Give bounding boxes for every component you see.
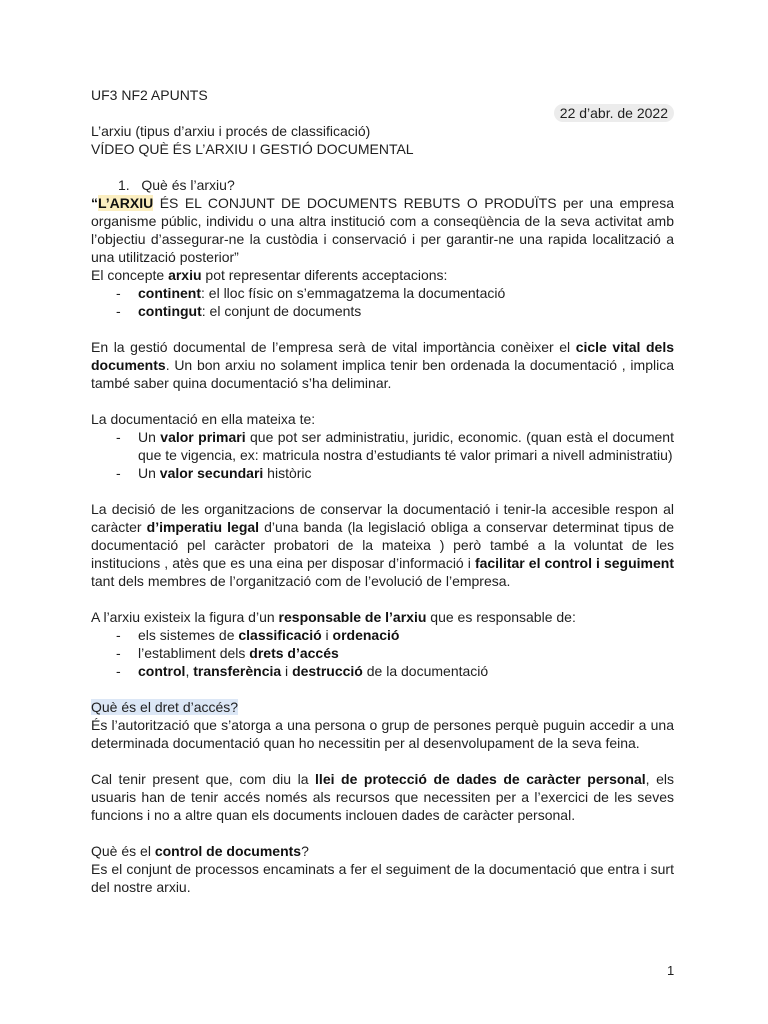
item-bold: valor primari (160, 429, 246, 445)
open-quote: “ (91, 195, 98, 211)
list-item (91, 428, 674, 464)
dash-bullet: - (116, 645, 121, 661)
paragraph-llei (91, 770, 674, 824)
dash-bullet: - (116, 303, 121, 319)
text-a: La decisió de les organitzacions de conservar la documentació i tenir-la accesible respon al caràcter (91, 501, 674, 535)
page-number: 1 (667, 963, 675, 978)
text-bold: llei de protecció de dades de caràcter personal (315, 771, 646, 787)
text-e: tant dels membres de l’organització com de l’evolució de l’empresa. (91, 573, 511, 589)
question-text: Què és l’arxiu? (141, 177, 235, 193)
paragraph-gestio (91, 338, 674, 392)
paragraph-dret: És l’autorització que s’atorga a una persona o grup de persones perquè puguin accedir a una determinada documentació quan ho necessitin per al desenvolupament de la seva feina. (91, 717, 674, 751)
item-text: històric (263, 465, 312, 481)
item-pre: Un (138, 429, 161, 445)
date-row (91, 104, 674, 122)
list-item (91, 626, 674, 644)
item-bold: continent (138, 285, 201, 301)
t2: i (321, 627, 333, 643)
item-text: : el lloc físic on s’emmagatzema la documentació (201, 285, 506, 301)
subtitle-video: VÍDEO QUÈ ÉS L’ARXIU I GESTIÓ DOCUMENTAL (91, 141, 414, 157)
list-item (91, 644, 674, 662)
text-c: ? (301, 843, 309, 859)
text-a: Què és el (91, 843, 155, 859)
t2: , (185, 663, 194, 679)
question-control (91, 842, 674, 860)
b2: transferència (193, 663, 282, 679)
dash-bullet: - (116, 429, 121, 445)
dash-bullet: - (116, 285, 121, 301)
b3: destrucció (292, 663, 363, 679)
paragraph-control: Es el conjunt de processos encaminats a fer el seguiment de la documentació que entra i surt del nostre arxiu. (91, 861, 674, 895)
text-bold: cicle vital dels documents (91, 339, 675, 373)
text-c: , els usuaris han de tenir accés només als recursos que necessiten per a l’exercici de les seves funcions i no a altre quan els documents inclouen dades de caràcter personal. (91, 771, 674, 823)
numbered-question (91, 176, 674, 194)
list-number: 1. (118, 177, 130, 193)
concept-bold: arxiu (168, 267, 202, 283)
item-text: : el conjunt de documents (201, 303, 362, 319)
text-a: A l’arxiu existeix la figura d’un (91, 609, 279, 625)
date-chip[interactable]: 22 d’abr. de 2022 (554, 104, 674, 122)
text-bold: responsable de l’arxiu (278, 609, 427, 625)
item-text: que pot ser administratiu, juridic, economic. (quan està el document que te vigencia, ex: matricula nostra d’estudiants té valor primari a nivell administratiu) (138, 429, 674, 463)
text-c: que es responsable de: (426, 609, 576, 625)
subtitle-arxiu: L’arxiu (tipus d’arxiu i procés de classificació) (91, 123, 371, 139)
list-item (91, 302, 674, 320)
documentacio-intro: La documentació en ella mateixa te: (91, 411, 316, 427)
t4: de la documentació (362, 663, 489, 679)
document-body (91, 86, 674, 896)
doc-title: UF3 NF2 APUNTS (91, 87, 208, 103)
question-dret-acces: Què és el dret d’accés? (91, 699, 239, 715)
list-item (91, 284, 674, 302)
dash-bullet: - (116, 465, 121, 481)
item-bold: contingut (138, 303, 202, 319)
text-c: d’una banda (la legislació obliga a conservar determinat tipus de documentació pel caràcter probatori de la mateixa ) però també a la voluntat de les institucions , atès que es una eina per disposar d’informació i (91, 519, 674, 571)
text-bold-2: facilitar el control i seguiment (474, 555, 674, 571)
text-bold-1: d’imperatiu legal (146, 519, 260, 535)
item-bold: valor secundari (159, 465, 264, 481)
concept-text-c: pot representar diferents acceptacions: (201, 267, 448, 283)
question-dret-row (91, 698, 674, 716)
b1: drets d’accés (249, 645, 339, 661)
definition-paragraph (91, 194, 674, 266)
b1: classificació (238, 627, 322, 643)
text-c: . Un bon arxiu no solament implica tenir ben ordenada la documentació , implica també saber quina documentació s’ha deliminar. (91, 357, 674, 391)
concept-text-a: El concepte (91, 267, 169, 283)
t1: els sistemes de (138, 627, 239, 643)
dash-bullet: - (116, 627, 121, 643)
highlighted-term: L’ARXIU (98, 195, 154, 211)
paragraph-decisio (91, 500, 674, 590)
item-pre: Un (138, 465, 160, 481)
list-item (91, 464, 674, 482)
dash-bullet: - (116, 663, 121, 679)
t1: l’establiment dels (138, 645, 250, 661)
list-item (91, 662, 674, 680)
concept-line (91, 266, 674, 284)
text-bold: control de documents (154, 843, 302, 859)
b2: ordenació (332, 627, 400, 643)
b1: control (138, 663, 186, 679)
text-a: En la gestió documental de l’empresa serà de vital importància conèixer el (91, 339, 576, 355)
paragraph-responsable (91, 608, 674, 626)
definition-text: ÉS EL CONJUNT DE DOCUMENTS REBUTS O PRODUÏTS per una empresa organisme públic, individu o una altra institució com a conseqüència de la seva activitat amb l’objectiu d’assegurar-ne la custòdia i conservació i per garantir-ne una rapida localització a una utilització posterior” (91, 195, 674, 265)
text-a: Cal tenir present que, com diu la (91, 771, 316, 787)
t3: i (281, 663, 293, 679)
